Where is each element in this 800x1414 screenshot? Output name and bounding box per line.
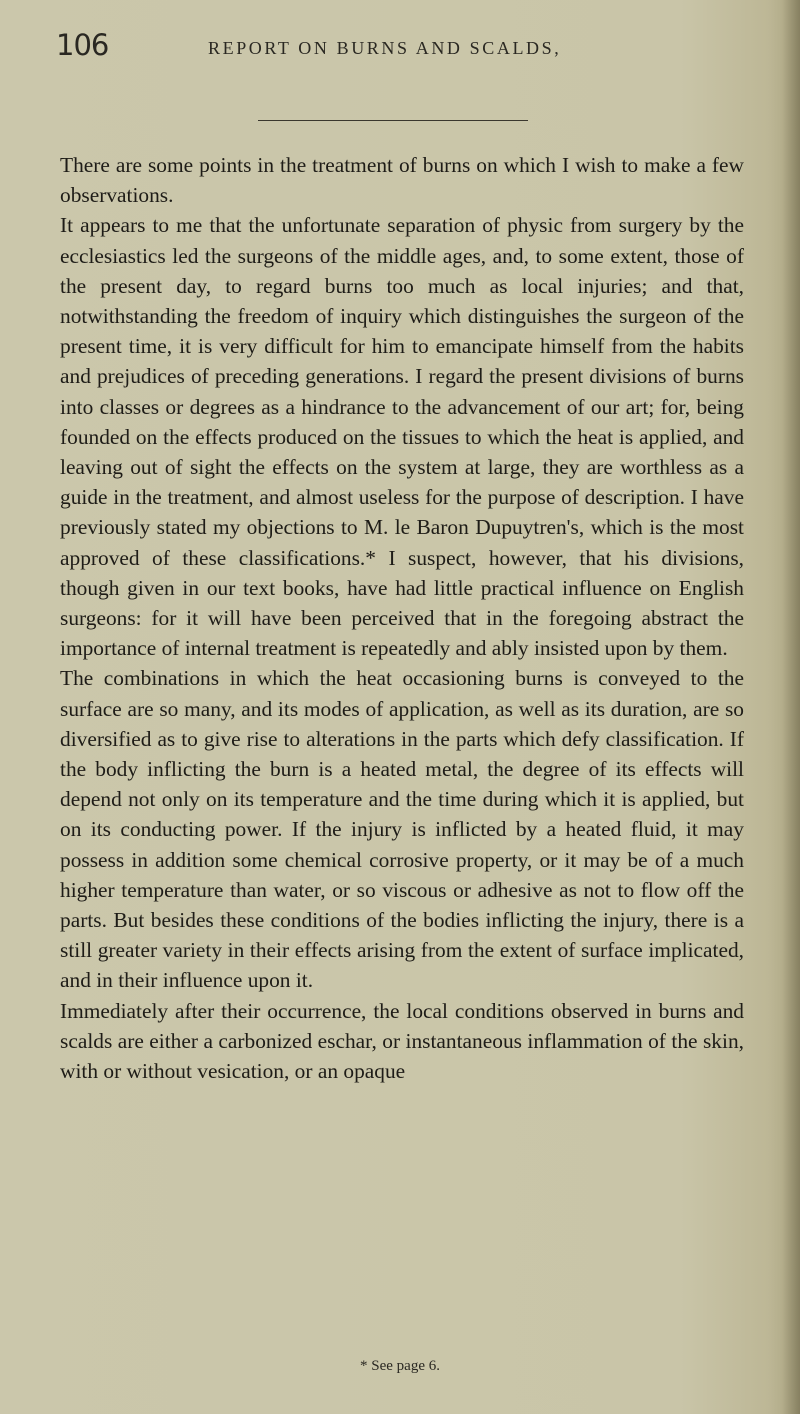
header-divider bbox=[258, 120, 528, 121]
footnote: * See page 6. bbox=[360, 1358, 440, 1374]
page-header bbox=[56, 28, 746, 78]
paragraph-immediately: Immediately after their occurrence, the local conditions observed in burns and scalds are either a carbonized eschar, or instantaneous inflammation of the skin, with or without vesication, or an opaque bbox=[60, 998, 744, 1084]
page-edge-shadow bbox=[782, 0, 800, 1414]
paragraph-separation-of-physic: It appears to me that the unfortunate separation of physic from surgery by the ecclesiastics led the surgeons of the middle ages, and, to some extent, those of the present day, to regard burns too much as local injuries; and that, notwithstanding the freedom of inquiry which distinguishes the surgeon of the present time, it is very difficult for him to emancipate himself from the habits and prejudices of preceding generations. I regard the present divisions of burns into classes or degrees as a hindrance to the advancement of our art; for, being founded on the effects produced on the tissues to which the heat is applied, and leaving out of sight the effects on the system at large, they are worthless as a guide in the treatment, and almost useless for the purpose of description. I have previously stated my objections to M. le Baron Dupuytren's, which is the most approved of these classifications.* I suspect, however, that his divisions, though given in our text books, have had little practical influence on English surgeons: for it will have been perceived that in the foregoing abstract the importance of internal treatment is repeatedly and ably insisted upon by them. bbox=[60, 213, 744, 661]
body-text bbox=[60, 150, 744, 1086]
paragraph-combinations: The combinations in which the heat occasioning burns is conveyed to the surface are so many, and its modes of application, as well as its duration, are so diversified as to give rise to alterations in the parts which defy classification. If the body inflicting the burn is a heated metal, the degree of its effects will depend not only on its temperature and the time during which it is applied, but on its conducting power. If the injury is inflicted by a heated fluid, it may possess in addition some chemical corrosive property, or it may be of a much higher temperature than water, or so viscous or adhesive as not to flow off the parts. But besides these conditions of the bodies inflicting the injury, there is a still greater variety in their effects arising from the extent of surface implicated, and in their influence upon it. bbox=[60, 666, 744, 993]
running-head: REPORT ON BURNS AND SCALDS, bbox=[208, 38, 562, 58]
paragraph-intro: There are some points in the treatment of burns on which I wish to make a few observations. bbox=[60, 153, 744, 208]
page-number: 106 bbox=[56, 28, 109, 62]
